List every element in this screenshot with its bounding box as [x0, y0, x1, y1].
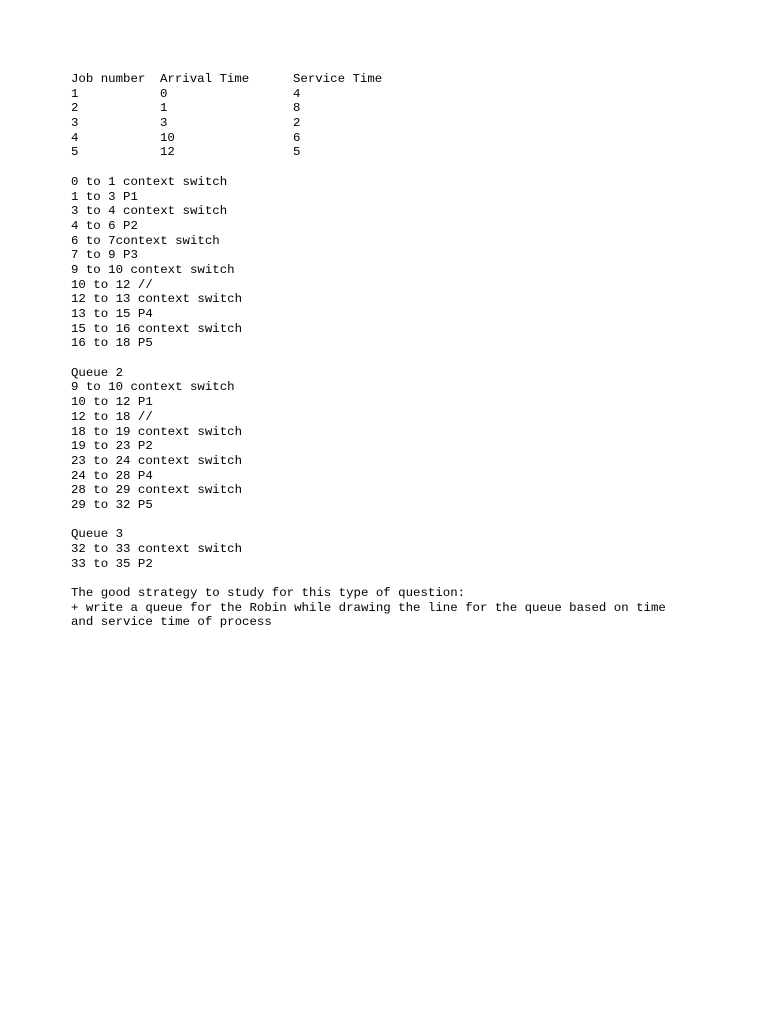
- schedule-line: 10 to 12 P1: [71, 395, 153, 410]
- schedule-line: 9 to 10 context switch: [71, 262, 235, 277]
- notes-heading: The good strategy to study for this type of question:: [71, 586, 466, 601]
- document-page: [71, 72, 711, 630]
- schedule-line: 13 to 15 P4: [71, 307, 153, 321]
- header-service-time: Service Time: [293, 72, 383, 86]
- cell-service-time: 5: [293, 145, 301, 160]
- schedule-line: 16 to 18 P5: [71, 336, 153, 351]
- table-row: [71, 87, 711, 102]
- job-table-header: [71, 72, 711, 87]
- cell-job-number: 2: [71, 101, 79, 116]
- blank-line: [71, 160, 711, 175]
- schedule-line: 0 to 1 context switch: [71, 174, 228, 189]
- table-row: [71, 131, 711, 146]
- schedule-line: 29 to 32 P5: [71, 497, 153, 512]
- schedule-line: 7 to 9 P3: [71, 248, 138, 263]
- cell-service-time: 2: [293, 116, 301, 131]
- cell-arrival-time: 3: [160, 116, 168, 131]
- table-row: [71, 116, 711, 131]
- schedule-line: 3 to 4 context switch: [71, 204, 228, 219]
- blank-line: [71, 351, 711, 366]
- queue2-title: Queue 2: [71, 365, 124, 380]
- schedule-line: 32 to 33 context switch: [71, 542, 243, 556]
- cell-job-number: 4: [71, 130, 79, 145]
- job-table: [71, 72, 711, 160]
- cell-arrival-time: 10: [160, 130, 175, 145]
- queue2-schedule: [71, 366, 711, 513]
- cell-job-number: 1: [71, 86, 79, 101]
- notes-bullet: + write a queue for the Robin while drawing the line for the queue based on time and service time of process: [71, 600, 674, 630]
- schedule-line: 6 to 7context switch: [71, 233, 220, 248]
- cell-job-number: 5: [71, 145, 79, 160]
- cell-service-time: 6: [293, 130, 301, 145]
- cell-job-number: 3: [71, 116, 79, 131]
- schedule-line: 15 to 16 context switch: [71, 321, 243, 336]
- schedule-line: 23 to 24 context switch: [71, 453, 243, 468]
- queue1-schedule: [71, 175, 711, 351]
- table-row: [71, 145, 711, 160]
- cell-arrival-time: 12: [160, 145, 175, 160]
- header-arrival-time: Arrival Time: [160, 72, 250, 86]
- schedule-line: 12 to 18 //: [71, 409, 153, 424]
- queue3-schedule: [71, 527, 711, 571]
- cell-arrival-time: 1: [160, 101, 168, 116]
- schedule-line: 1 to 3 P1: [71, 189, 138, 204]
- schedule-line: 9 to 10 context switch: [71, 380, 235, 395]
- schedule-line: 12 to 13 context switch: [71, 292, 243, 307]
- study-notes: [71, 586, 711, 630]
- schedule-line: 33 to 35 P2: [71, 556, 153, 571]
- cell-arrival-time: 0: [160, 86, 168, 101]
- blank-line: [71, 513, 711, 528]
- schedule-line: 4 to 6 P2: [71, 218, 138, 233]
- schedule-line: 18 to 19 context switch: [71, 424, 243, 439]
- header-job-number: Job number: [71, 72, 146, 86]
- schedule-line: 28 to 29 context switch: [71, 483, 243, 498]
- queue3-title: Queue 3: [71, 527, 124, 542]
- schedule-line: 19 to 23 P2: [71, 439, 153, 454]
- cell-service-time: 8: [293, 101, 301, 116]
- table-row: [71, 101, 711, 116]
- schedule-line: 24 to 28 P4: [71, 468, 153, 483]
- schedule-line: 10 to 12 //: [71, 277, 153, 292]
- blank-line: [71, 571, 711, 586]
- cell-service-time: 4: [293, 86, 301, 101]
